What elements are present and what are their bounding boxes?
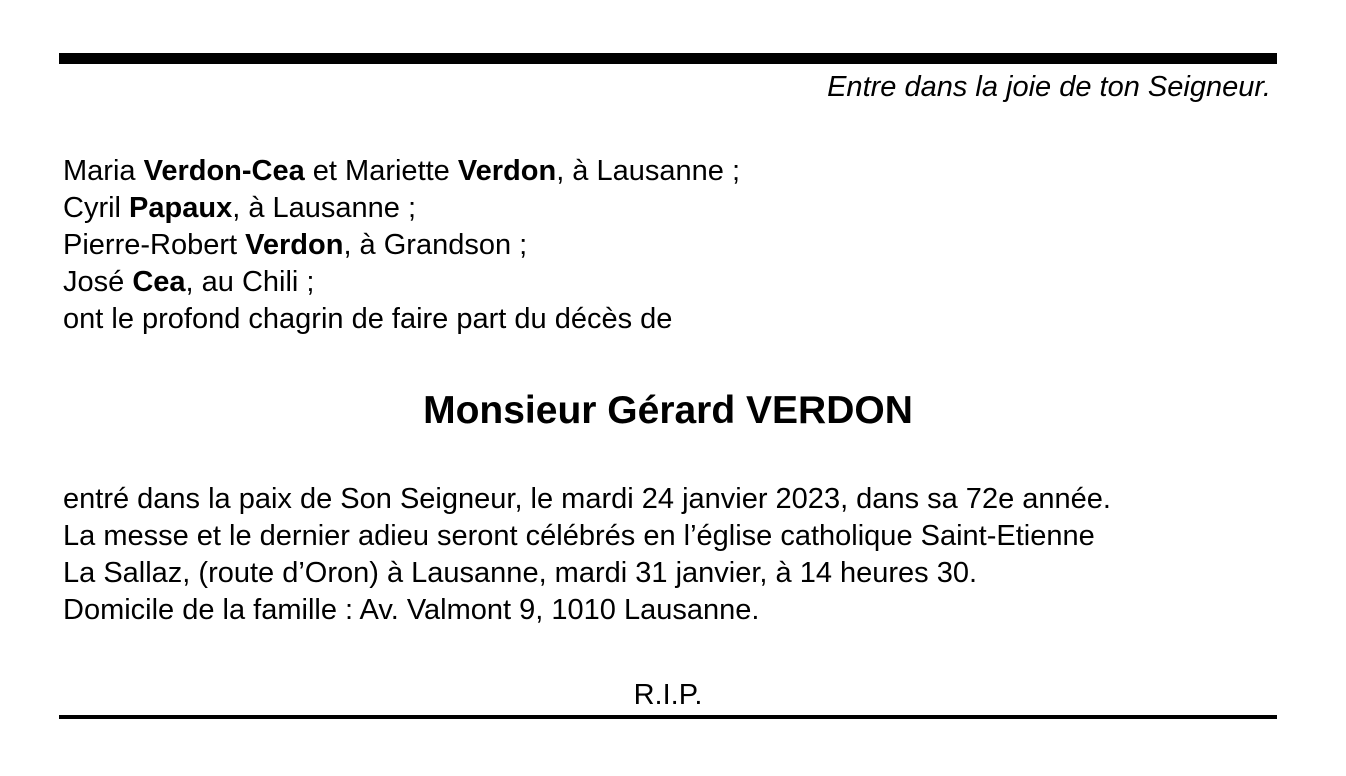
family-line bbox=[63, 190, 740, 227]
first-name: José bbox=[63, 266, 133, 298]
last-name: Cea bbox=[132, 266, 186, 298]
location: , au Chili ; bbox=[185, 266, 315, 298]
details-line: La Sallaz, (route d’Oron) à Lausanne, mardi 31 janvier, à 14 heures 30. bbox=[63, 557, 978, 589]
epigraph: Entre dans la joie de ton Seigneur. bbox=[827, 71, 1271, 103]
deceased-name: Monsieur Gérard VERDON bbox=[423, 389, 913, 432]
family-list bbox=[63, 153, 740, 338]
closing-rip: R.I.P. bbox=[633, 679, 703, 711]
details-line: Domicile de la famille : Av. Valmont 9, 1010 Lausanne. bbox=[63, 594, 760, 626]
first-name: Pierre-Robert bbox=[63, 229, 246, 261]
last-name: Verdon-Cea bbox=[143, 155, 305, 187]
family-line bbox=[63, 227, 740, 264]
bottom-rule bbox=[59, 715, 1277, 719]
family-line bbox=[63, 264, 740, 301]
top-rule bbox=[59, 53, 1277, 64]
location: , à Grandson ; bbox=[343, 229, 528, 261]
details-line: La messe et le dernier adieu seront célébrés en l’église catholique Saint-Etienne bbox=[63, 520, 1095, 552]
first-name: Cyril bbox=[63, 192, 130, 224]
last-name: Papaux bbox=[129, 192, 233, 224]
last-name: Verdon bbox=[457, 155, 557, 187]
first-name: Maria bbox=[63, 155, 144, 187]
details bbox=[63, 481, 1111, 629]
details-line: entré dans la paix de Son Seigneur, le mardi 24 janvier 2023, dans sa 72e année. bbox=[63, 483, 1111, 515]
family-line bbox=[63, 153, 740, 190]
announcement: ont le profond chagrin de faire part du décès de bbox=[63, 303, 673, 335]
last-name: Verdon bbox=[245, 229, 344, 261]
location: , à Lausanne ; bbox=[556, 155, 741, 187]
location: , à Lausanne ; bbox=[232, 192, 417, 224]
connector: et Mariette bbox=[304, 155, 458, 187]
